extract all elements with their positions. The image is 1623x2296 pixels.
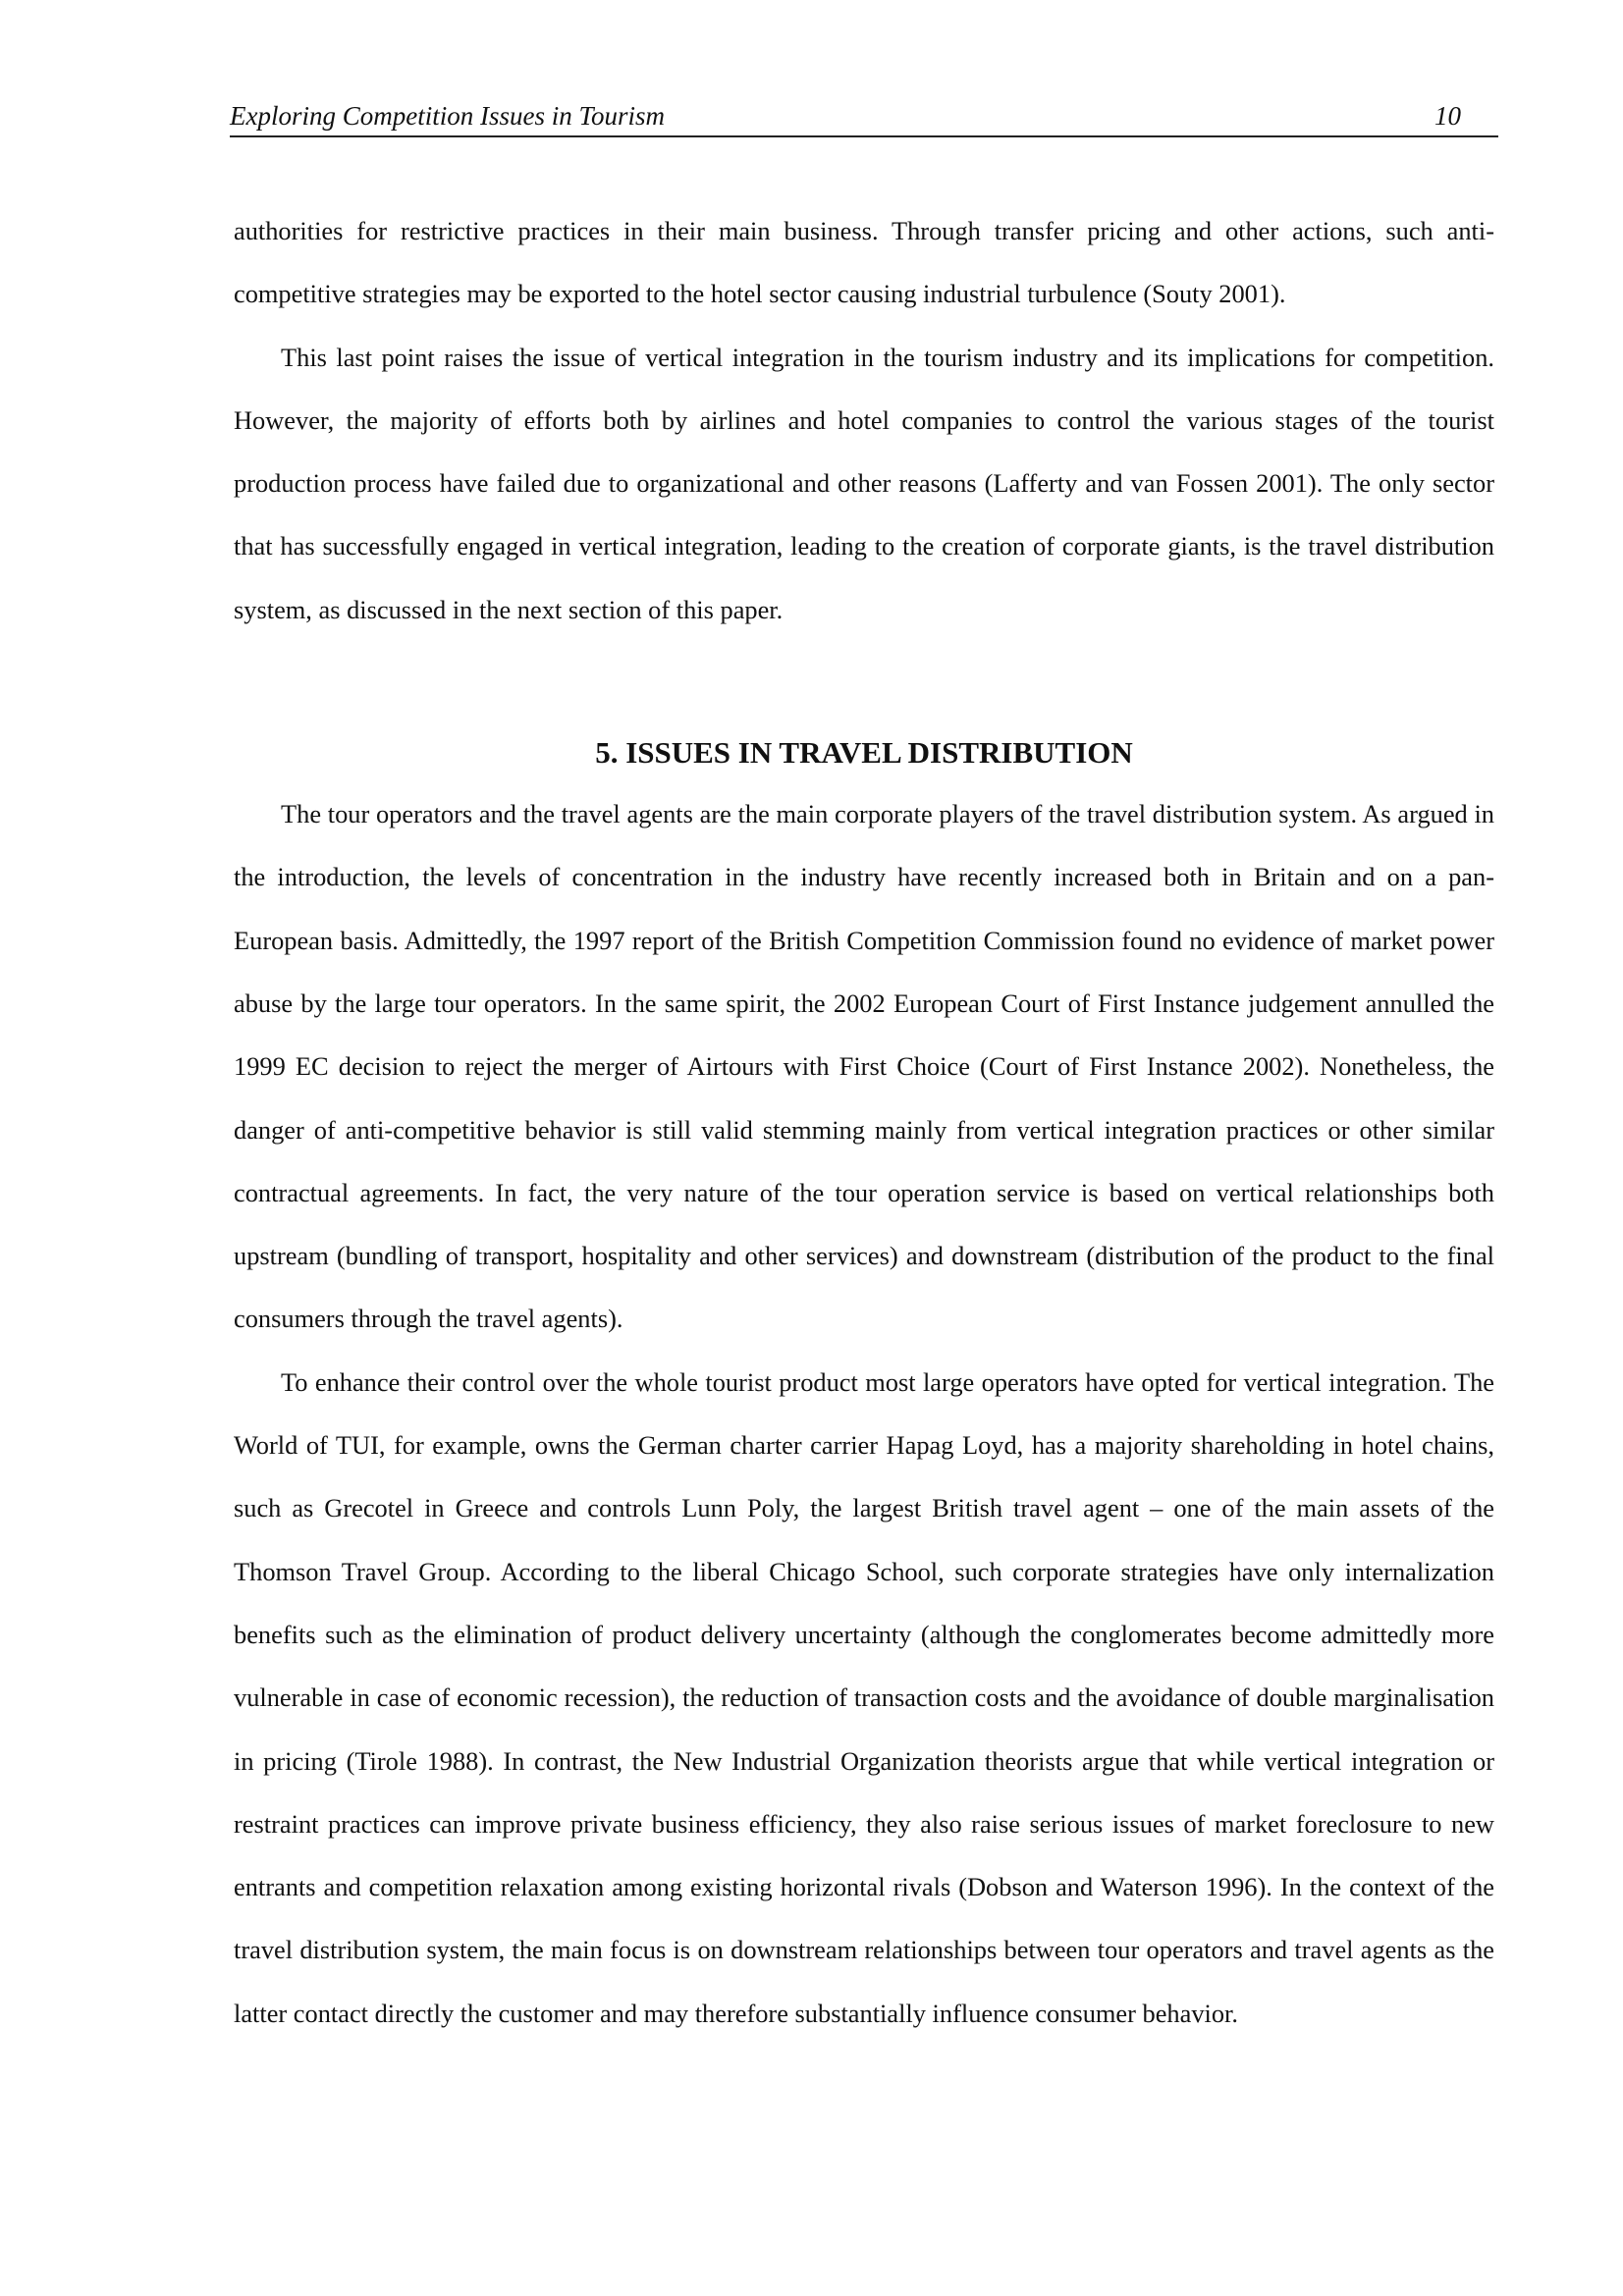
section-heading: 5. ISSUES IN TRAVEL DISTRIBUTION: [595, 735, 1133, 771]
paragraph-continuation: authorities for restrictive practices in their main business. Through transfer pricing and other actions, such anti-competitive strategies may be exported to the hotel sector causing industrial turbulence (Souty 2001).: [234, 216, 1494, 309]
running-header: [230, 96, 1498, 137]
paragraph-vertical-integration-operators: To enhance their control over the whole tourist product most large operators have opted for vertical integration. The World of TUI, for example, owns the German charter carrier Hapag Loyd, has a majority shareholding in hotel chains, such as Grecotel in Greece and controls Lunn Poly, the largest British travel agent – one of the main assets of the Thomson Travel Group. According to the liberal Chicago School, such corporate strategies have only internalization benefits such as the elimination of product delivery uncertainty (although the conglomerates become admittedly more vulnerable in case of economic recession), the reduction of transaction costs and the avoidance of double marginalisation in pricing (Tirole 1988). In contrast, the New Industrial Organization theorists argue that while vertical integration or restraint practices can improve private business efficiency, they also raise serious issues of market foreclosure to new entrants and competition relaxation among existing horizontal rivals (Dobson and Waterson 1996). In the context of the travel distribution system, the main focus is on downstream relationships between tour operators and travel agents as the latter contact directly the customer and may therefore substantially influence consumer behavior.: [234, 1366, 1494, 2028]
running-header-title: Exploring Competition Issues in Tourism: [230, 101, 666, 131]
page-number: 10: [1434, 101, 1461, 131]
paragraph-travel-distribution-players: The tour operators and the travel agents are the main corporate players of the travel distribution system. As argued in the introduction, the levels of concentration in the industry have recently increased both in Britain and on a pan-European basis. Admittedly, the 1997 report of the British Competition Commission found no evidence of market power abuse by the large tour operators. In the same spirit, the 2002 European Court of First Instance judgement annulled the 1999 EC decision to reject the merger of Airtours with First Choice (Court of First Instance 2002). Nonetheless, the danger of anti-competitive behavior is still valid stemming mainly from vertical integration practices or other similar contractual agreements. In fact, the very nature of the tour operation service is based on vertical relationships both upstream (bundling of transport, hospitality and other services) and downstream (distribution of the product to the final consumers through the travel agents).: [234, 799, 1494, 1334]
body-text: [234, 199, 1494, 2045]
paragraph-vertical-integration-intro: This last point raises the issue of vertical integration in the tourism industry and its implications for competition. However, the majority of efforts both by airlines and hotel companies to control the various stages of the tourist production process have failed due to organizational and other reasons (Lafferty and van Fossen 2001). The only sector that has successfully engaged in vertical integration, leading to the creation of corporate giants, is the travel distribution system, as discussed in the next section of this paper.: [234, 342, 1494, 624]
